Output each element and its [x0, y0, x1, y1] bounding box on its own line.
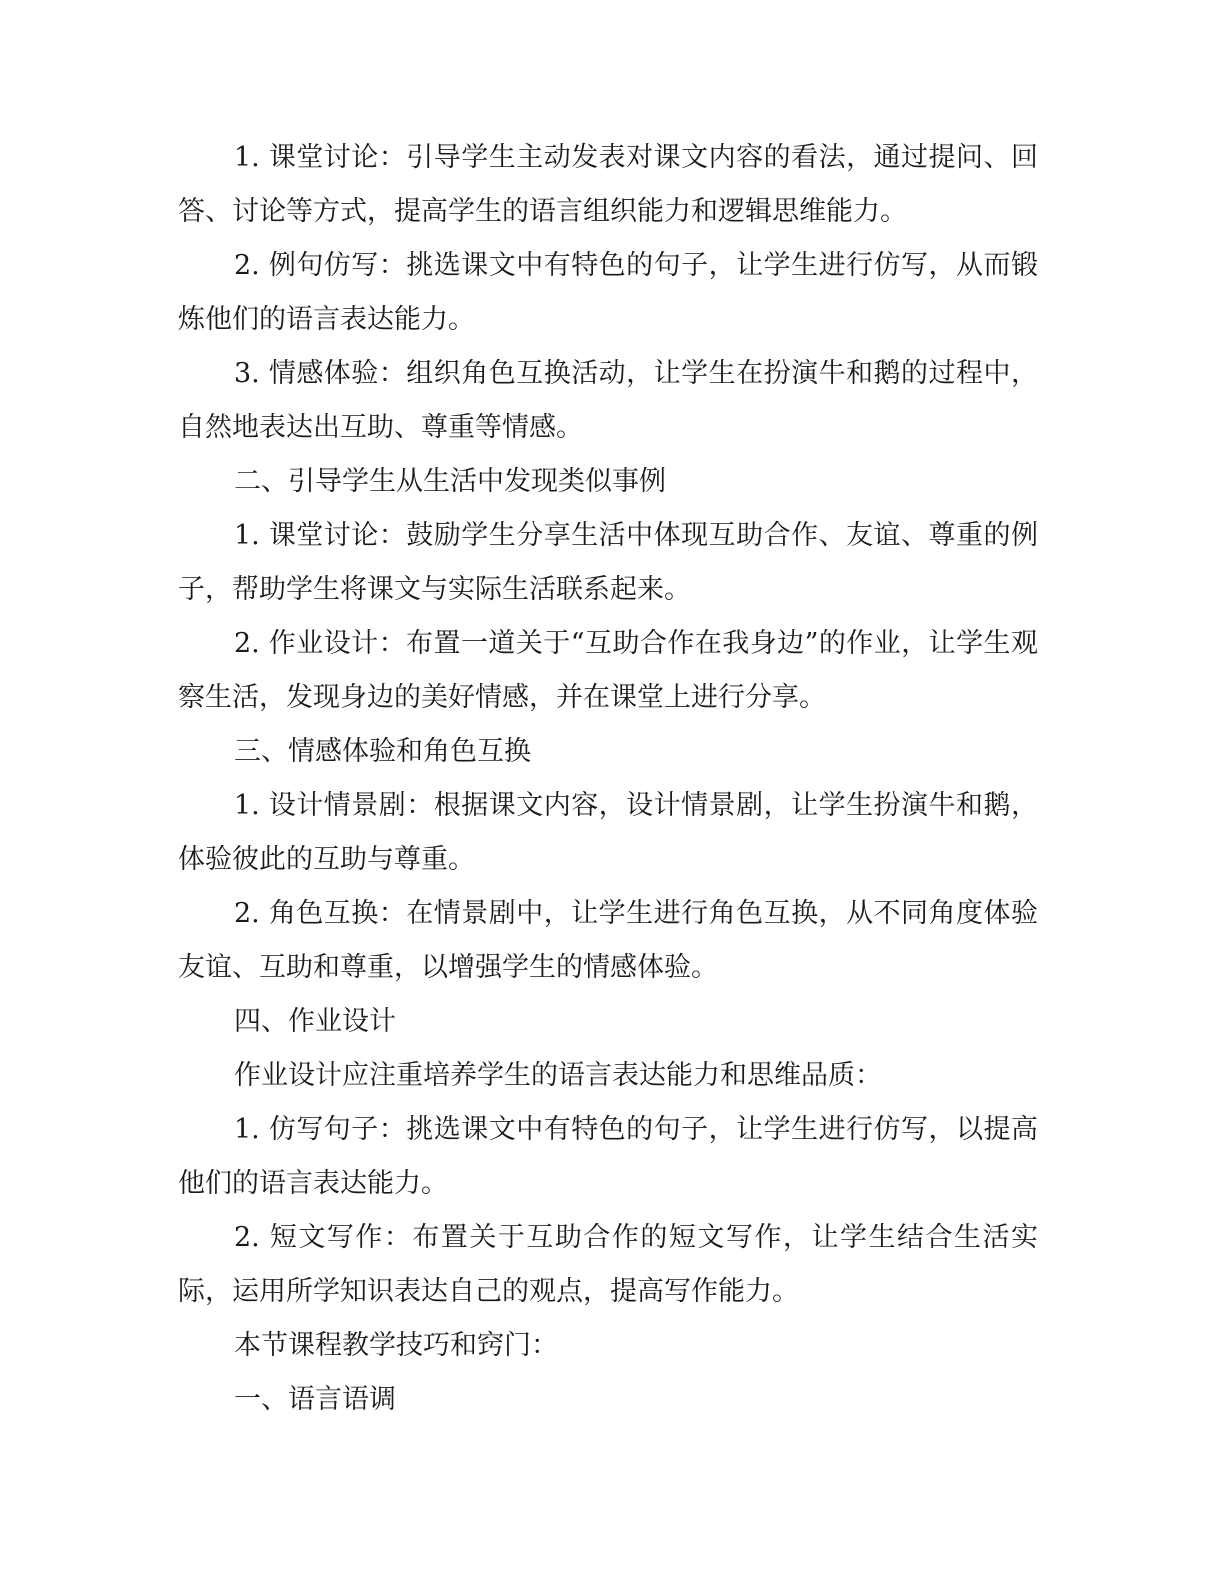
paragraph-role-swap: 2. 角色互换：在情景剧中，让学生进行角色互换，从不同角度体验友谊、互助和尊重，以增强学生的情感体验。	[178, 898, 1038, 983]
section-heading-two: 二、引导学生从生活中发现类似事例	[234, 466, 666, 497]
paragraph-life-discussion: 1. 课堂讨论：鼓励学生分享生活中体现互助合作、友谊、尊重的例子，帮助学生将课文与实际生活联系起来。	[178, 520, 1038, 605]
paragraph-discussion: 1. 课堂讨论：引导学生主动发表对课文内容的看法，通过提问、回答、讨论等方式，提高学生的语言组织能力和逻辑思维能力。	[178, 142, 1038, 227]
paragraph-short-essay: 2. 短文写作：布置关于互助合作的短文写作，让学生结合生活实际，运用所学知识表达自己的观点，提高写作能力。	[178, 1222, 1038, 1307]
paragraph-emotion: 3. 情感体验：组织角色互换活动，让学生在扮演牛和鹅的过程中，自然地表达出互助、尊重等情感。	[178, 358, 1038, 443]
paragraph-homework-design: 2. 作业设计：布置一道关于“互助合作在我身边”的作业，让学生观察生活，发现身边的美好情感，并在课堂上进行分享。	[178, 628, 1038, 713]
paragraph-tips-heading: 本节课程教学技巧和窍门：	[234, 1330, 558, 1361]
paragraph-sentence-imitation: 1. 仿写句子：挑选课文中有特色的句子，让学生进行仿写，以提高他们的语言表达能力。	[178, 1114, 1038, 1199]
section-heading-one: 一、语言语调	[234, 1384, 396, 1415]
document-body	[178, 131, 1038, 1427]
paragraph-imitation: 2. 例句仿写：挑选课文中有特色的句子，让学生进行仿写，从而锻炼他们的语言表达能力。	[178, 250, 1038, 335]
section-heading-three: 三、情感体验和角色互换	[234, 736, 531, 767]
paragraph-skit-design: 1. 设计情景剧：根据课文内容，设计情景剧，让学生扮演牛和鹅，体验彼此的互助与尊重。	[178, 790, 1038, 875]
paragraph-homework-intro: 作业设计应注重培养学生的语言表达能力和思维品质：	[234, 1060, 882, 1091]
section-heading-four: 四、作业设计	[234, 1006, 396, 1037]
